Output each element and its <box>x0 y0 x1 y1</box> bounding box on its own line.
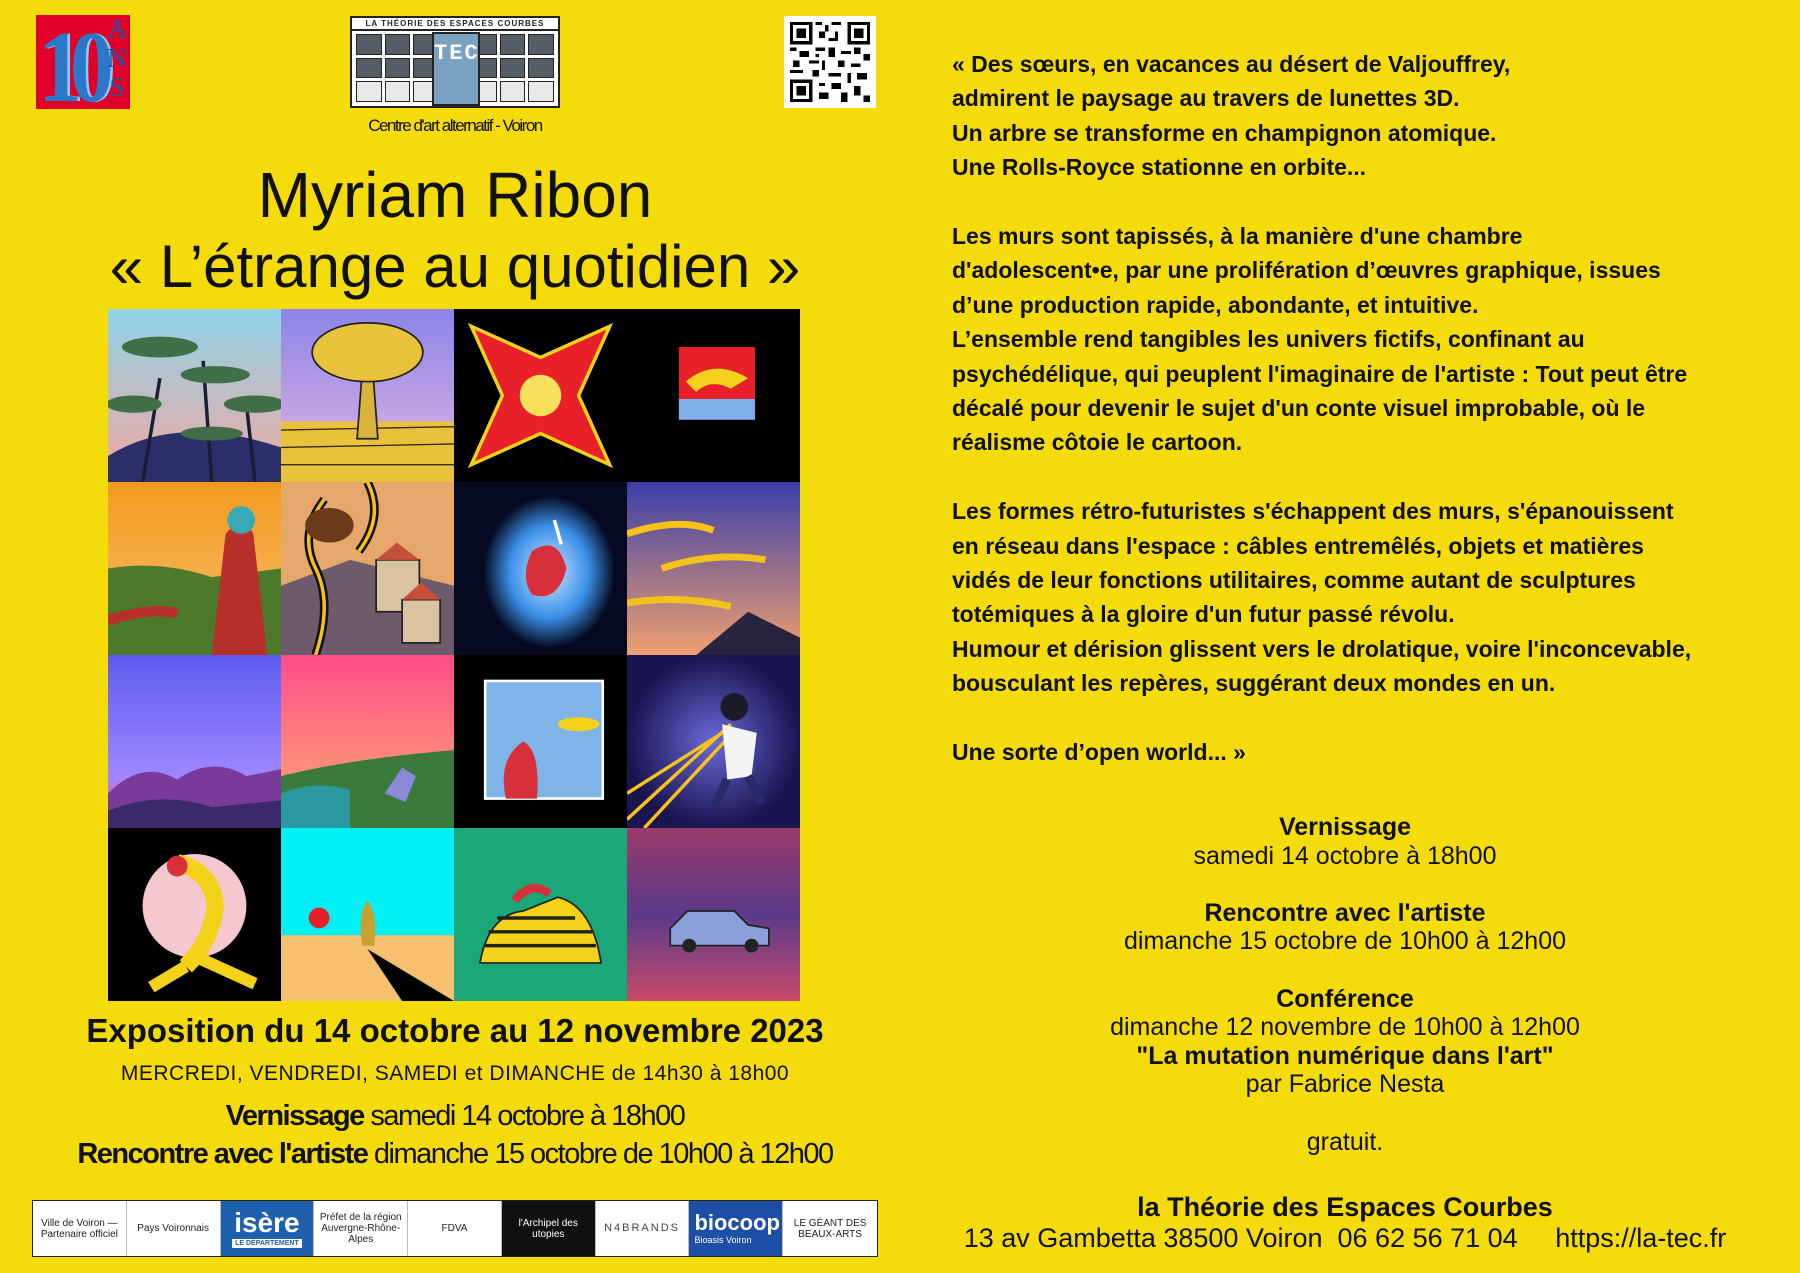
description-paragraph <box>952 219 1752 460</box>
event-conference-title: "La mutation numérique dans l'art" <box>1136 1041 1554 1070</box>
biocoop-logo-sub: Bioasis Voiron <box>694 1234 752 1245</box>
artist-name: Myriam Ribon <box>257 159 653 231</box>
artwork-tile-red-sun <box>454 309 627 482</box>
artwork-tile-hands <box>108 482 281 655</box>
description-line: L’ensemble rend tangibles les univers fictifs, confinant au <box>952 326 1585 353</box>
rencontre-summary-text: dimanche 15 octobre de 10h00 à 12h00 <box>367 1138 833 1170</box>
partner-fdva-logo: FDVA <box>408 1201 502 1256</box>
description-paragraph <box>952 735 1752 769</box>
description-line: Une sorte d’open world... » <box>952 739 1246 766</box>
event-conference-label: Conférence <box>1276 984 1414 1013</box>
partner-pays-voironnais-logo: Pays Voironnais <box>127 1201 221 1256</box>
partner-geant-beaux-arts-logo: LE GÉANT DES BEAUX-ARTS <box>793 1217 867 1240</box>
description-line: « Des sœurs, en vacances au désert de Valjouffrey, <box>952 51 1511 77</box>
opening-hours: MERCREDI, VENDREDI, SAMEDI et DIMANCHE de 14h30 à 18h00 <box>120 1062 790 1085</box>
exhibition-description <box>952 47 1752 769</box>
exhibition-dates: Exposition du 14 octobre au 12 novembre 2023 <box>86 1012 824 1049</box>
description-line: Les formes rétro-futuristes s'échappent des murs, s'épanouissent <box>952 498 1674 525</box>
event-vernissage-label: Vernissage <box>1278 813 1412 841</box>
tec-banner-text: LA THÉORIE DES ESPACES COURBES <box>352 18 558 31</box>
vernissage-summary-text: samedi 14 octobre à 18h00 <box>363 1100 685 1132</box>
ten-years-ans: A N S <box>107 15 127 102</box>
venue-website-link[interactable]: https://la-tec.fr <box>1555 1223 1727 1253</box>
artwork-grid <box>108 309 800 1001</box>
rencontre-summary-label: Rencontre avec l'artiste <box>77 1138 368 1170</box>
venue-name: la Théorie des Espaces Courbes <box>1137 1192 1553 1222</box>
rencontre-summary <box>0 1138 910 1171</box>
tec-caption: Centre d'art alternatif - Voiron <box>368 116 542 135</box>
description-line: bousculant les repères, suggérant deux mondes en un. <box>952 670 1556 697</box>
description-line: Humour et dérision glissent vers le drolatique, voire l'inconcevable, <box>952 635 1692 662</box>
artwork-tile-light-beams <box>627 655 800 828</box>
artwork-tile-small-frame <box>627 309 800 482</box>
vernissage-summary-label: Vernissage <box>225 1100 364 1132</box>
tec-building-logo <box>350 16 560 108</box>
event-vernissage-date: samedi 14 octobre à 18h00 <box>1193 841 1497 870</box>
ten-years-logo <box>36 15 130 109</box>
description-line: Un arbre se transforme en champignon atomique. <box>952 119 1497 146</box>
description-line: d’une production rapide, abondante, et intuitive. <box>952 291 1479 318</box>
exhibition-title: « L’étrange au quotidien » <box>109 233 801 300</box>
description-paragraph <box>952 494 1752 700</box>
artwork-tile-mushroom-cloud <box>281 309 454 482</box>
event-rencontre-date: dimanche 15 octobre de 10h00 à 12h00 <box>1123 927 1567 956</box>
partner-biocoop-logo <box>689 1201 783 1256</box>
artwork-tile-cyan-figure <box>281 828 454 1001</box>
partner-n4brands-logo: N4BRANDS <box>596 1201 690 1256</box>
description-line: en réseau dans l'espace : câbles entremêlés, objets et matières <box>952 532 1644 559</box>
description-line: réalisme côtoie le cartoon. <box>952 429 1243 456</box>
partner-prefet-logo: Préfet de la région Auvergne-Rhône-Alpes <box>314 1201 408 1256</box>
tec-sign: TEC <box>432 32 480 106</box>
venue-address: 13 av Gambetta 38500 Voiron <box>963 1223 1323 1253</box>
venue-contact <box>952 1223 1738 1254</box>
artwork-tile-yellow-runner <box>108 828 281 1001</box>
event-conference-date: dimanche 12 novembre de 10h00 à 12h00 <box>1110 1013 1580 1042</box>
description-line: Une Rolls-Royce stationne en orbite... <box>952 154 1367 181</box>
artwork-tile-trees <box>108 309 281 482</box>
description-line: d'adolescent•e, par une prolifération d’œuvres graphique, issues <box>952 257 1661 284</box>
artwork-tile-lying-figure <box>281 655 454 828</box>
artwork-tile-sphinx <box>454 828 627 1001</box>
isere-logo-sub: LE DÉPARTEMENT <box>232 1239 302 1248</box>
biocoop-logo-text: biocoop <box>694 1210 780 1236</box>
description-line: décalé pour devenir le sujet d'un conte visuel improbable, où le <box>952 395 1646 422</box>
description-line: vidés de leur fonctions utilitaires, comme autant de sculptures <box>952 567 1636 594</box>
vernissage-summary <box>0 1100 910 1133</box>
artwork-tile-car <box>627 828 800 1001</box>
artwork-tile-purple-sky <box>627 482 800 655</box>
partner-archipel-logo: l'Archipel des utopies <box>502 1201 596 1256</box>
artwork-tile-smoke-houses <box>281 482 454 655</box>
description-line: psychédélique, qui peuplent l'imaginaire de l'artiste : Tout peut être <box>952 360 1688 387</box>
artwork-tile-blue-halo <box>454 482 627 655</box>
artwork-tile-pink-mountains <box>108 655 281 828</box>
venue-info <box>952 1192 1738 1254</box>
event-rencontre-label: Rencontre avec l'artiste <box>1204 898 1486 927</box>
artwork-tile-framed-sky <box>454 655 627 828</box>
partner-logos <box>32 1200 878 1257</box>
venue-phone[interactable]: 06 62 56 71 04 <box>1337 1223 1518 1253</box>
event-conference-speaker: par Fabrice Nesta <box>1245 1070 1445 1099</box>
partner-voiron-logo: Ville de Voiron — Partenaire officiel <box>33 1201 127 1256</box>
qr-code-icon[interactable] <box>784 16 876 108</box>
description-line: totémiques à la gloire d'un futur passé révolu. <box>952 601 1455 628</box>
isere-logo-text: isère <box>234 1207 300 1238</box>
ten-years-digits: 10 <box>38 15 102 109</box>
partner-isere-logo <box>221 1201 315 1256</box>
description-line: admirent le paysage au travers de lunettes 3D. <box>952 85 1460 112</box>
event-price: gratuit. <box>1306 1127 1384 1156</box>
description-paragraph <box>952 47 1752 185</box>
events-list <box>952 813 1738 1156</box>
description-line: Les murs sont tapissés, à la manière d'une chambre <box>952 223 1523 250</box>
